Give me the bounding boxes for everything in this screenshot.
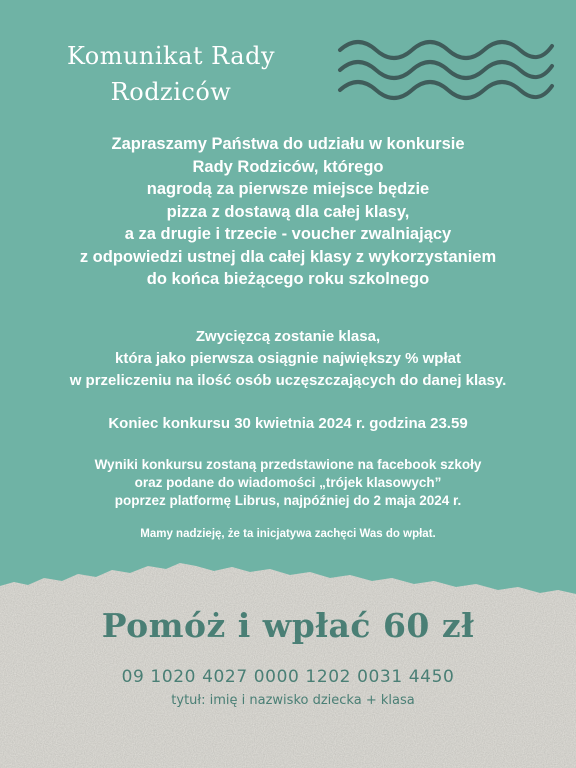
intro-text (0, 133, 576, 291)
results-line: poprzez platformę Librus, najpóźniej do 2 maja 2024 r. (114, 493, 462, 508)
page-title (56, 38, 286, 110)
intro-line: Rady Rodziców, którego (192, 157, 384, 176)
winner-line: Zwycięzcą zostanie klasa, (195, 328, 381, 345)
intro-line: Zapraszamy Państwa do udziału w konkursie (111, 135, 465, 153)
results-line: oraz podane do wiadomości „trójek klasowych” (134, 475, 442, 490)
intro-line: nagrodą za pierwsze miejsce będzie (146, 180, 430, 198)
winner-line: w przeliczeniu na ilość osób uczęszczających do danej klasy. (69, 372, 507, 389)
encouragement-note (0, 526, 576, 542)
bank-account-number: 09 1020 4027 0000 1202 0031 4450 (121, 667, 455, 687)
intro-line: z odpowiedzi ustnej dla całej klasy z wykorzystaniem (79, 247, 497, 266)
hope-line: Mamy nadzieję, że ta inicjatywa zachęci Was do wpłat. (140, 528, 436, 540)
title-line: Rodziców (110, 78, 232, 106)
donation-headline: Pomóż i wpłać 60 zł (101, 606, 475, 645)
wavy-lines-icon (336, 28, 556, 108)
intro-line: a za drugie i trzecie - voucher zwalniający (124, 225, 452, 243)
winner-line: która jako pierwsza osiągnie największy % wpłat (115, 350, 461, 367)
deadline-line: Koniec konkursu 30 kwietnia 2024 r. godzina 23.59 (108, 415, 468, 432)
results-info (0, 456, 576, 510)
results-line: Wyniki konkursu zostaną przedstawione na facebook szkoły (94, 457, 482, 472)
contest-deadline (0, 413, 576, 435)
intro-line: pizza z dostawą dla całej klasy, (166, 202, 410, 221)
title-line: Komunikat Rady (66, 42, 276, 70)
transfer-title: tytuł: imię i nazwisko dziecka + klasa (171, 693, 415, 708)
intro-line: do końca bieżącego roku szkolnego (146, 270, 430, 288)
winner-rules (0, 326, 576, 392)
